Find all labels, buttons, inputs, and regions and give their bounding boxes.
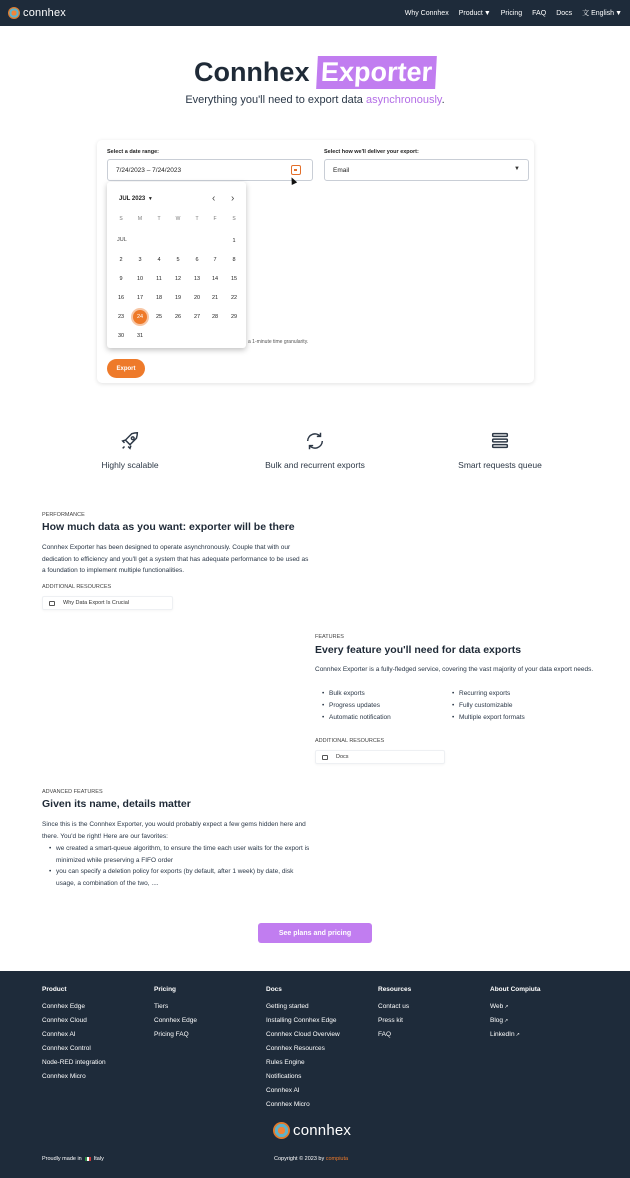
- footer-link[interactable]: Connhex Cloud: [42, 1017, 87, 1024]
- calendar-day[interactable]: 17: [136, 295, 144, 301]
- hero-title-highlight: Exporter: [316, 56, 437, 89]
- footer-link[interactable]: Getting started: [266, 1003, 309, 1010]
- weekday-label: T: [157, 216, 161, 222]
- logo-icon: [8, 7, 20, 19]
- list-item: • Fully customizable: [459, 702, 512, 709]
- footer-col-title: Pricing: [154, 986, 177, 993]
- language-selector[interactable]: [582, 8, 622, 18]
- footer-link[interactable]: FAQ: [378, 1031, 392, 1038]
- feature-bulk: [235, 430, 395, 470]
- calendar-day[interactable]: 31: [136, 333, 144, 339]
- nav-links: [405, 8, 622, 18]
- hero-subtitle: [0, 94, 630, 106]
- chevron-down-icon: ▼: [483, 9, 491, 17]
- footer-link[interactable]: Installing Connhex Edge: [266, 1017, 337, 1024]
- calendar-day[interactable]: 30: [117, 333, 125, 339]
- date-range-label: Select a date range:: [107, 149, 159, 155]
- queue-icon: [489, 430, 511, 452]
- calendar-day[interactable]: 12: [174, 276, 182, 282]
- performance-title: How much data as you want: exporter will be there: [42, 521, 295, 533]
- footer-link[interactable]: Connhex Edge: [154, 1017, 198, 1024]
- nav-docs[interactable]: Docs: [556, 9, 573, 17]
- weekday-label: M: [137, 216, 143, 222]
- italy-flag-icon: [85, 1157, 91, 1161]
- feature-label: Bulk and recurrent exports: [265, 460, 365, 470]
- footer-link[interactable]: Notifications: [266, 1073, 302, 1080]
- calendar-day[interactable]: 15: [230, 276, 238, 282]
- footer-col-title: Product: [42, 986, 67, 993]
- date-picker-popup: [107, 182, 246, 348]
- calendar-day[interactable]: 8: [232, 257, 236, 263]
- chevron-down-icon: ▼: [615, 10, 622, 17]
- chevron-left-icon[interactable]: ‹: [212, 193, 216, 204]
- calendar-day[interactable]: 20: [193, 295, 201, 301]
- hero-subtitle-main: Everything you'll need to export data: [185, 94, 366, 106]
- calendar-day[interactable]: 25: [155, 314, 163, 320]
- calendar-day[interactable]: 26: [174, 314, 182, 320]
- resource-link[interactable]: [42, 596, 173, 610]
- delivery-select[interactable]: [324, 159, 529, 181]
- external-link-icon: ↗: [504, 1004, 509, 1010]
- footer-link-linkedin[interactable]: [490, 1031, 541, 1045]
- footer-link[interactable]: Connhex Micro: [42, 1073, 86, 1080]
- footer-col-title: Docs: [266, 986, 282, 993]
- calendar-icon[interactable]: [291, 165, 301, 175]
- external-link-icon: ↗: [515, 1032, 520, 1038]
- calendar-day[interactable]: 14: [211, 276, 219, 282]
- granularity-note: a 1-minute time granularity.: [248, 339, 309, 345]
- advanced-list: [56, 843, 312, 889]
- nav-product[interactable]: [459, 10, 491, 17]
- footer-link[interactable]: Connhex AI: [266, 1087, 300, 1094]
- calendar-day[interactable]: 10: [136, 276, 144, 282]
- delivery-value: Email: [333, 166, 350, 174]
- nav-pricing[interactable]: Pricing: [500, 9, 523, 17]
- calendar-day[interactable]: 18: [155, 295, 163, 301]
- list-item: • we created a smart-queue algorithm, to ensure the time each user waits for the export is minimized while preserving a FIFO order: [56, 843, 312, 866]
- footer-link[interactable]: Contact us: [378, 1003, 410, 1010]
- footer-link[interactable]: Pricing FAQ: [154, 1031, 189, 1038]
- calendar-day[interactable]: 1: [232, 238, 236, 244]
- footer-link[interactable]: Tiers: [154, 1003, 169, 1010]
- country-label: Italy: [93, 1156, 104, 1162]
- calendar-day[interactable]: 22: [230, 295, 238, 301]
- date-range-value: 7/24/2023 – 7/24/2023: [116, 166, 182, 174]
- performance-text: Connhex Exporter has been designed to operate asynchronously. Couple that with our dedication to efficiency and you'll get a system that has adequate performance to be used as a foundation to implement multiple functionalities.: [42, 544, 309, 574]
- footer-link[interactable]: Connhex Cloud Overview: [266, 1031, 340, 1038]
- performance-resources-label: ADDITIONAL RESOURCES: [42, 584, 112, 590]
- resource-link-label: Why Data Export Is Crucial: [63, 600, 130, 606]
- calendar-day[interactable]: 16: [117, 295, 125, 301]
- list-item: • Progress updates: [329, 702, 380, 709]
- brand-logo[interactable]: [8, 7, 66, 19]
- external-link-icon: ↗: [504, 1018, 509, 1024]
- calendar-day[interactable]: 5: [176, 257, 180, 263]
- footer-link[interactable]: Connhex Control: [42, 1045, 91, 1052]
- weekday-label: T: [195, 216, 199, 222]
- calendar-day[interactable]: 11: [156, 276, 162, 282]
- footer-col-docs: [266, 986, 340, 1115]
- calendar-day[interactable]: 28: [211, 314, 219, 320]
- made-in-note: [42, 1156, 104, 1162]
- hero-subtitle-accent: asynchronously: [365, 94, 442, 106]
- footer-link[interactable]: Connhex AI: [42, 1031, 76, 1038]
- features-title: Every feature you'll need for data exports: [315, 644, 522, 656]
- footer-logo[interactable]: [273, 1122, 351, 1139]
- footer-link-blog[interactable]: [490, 1017, 541, 1031]
- feature-queue: [420, 430, 580, 470]
- month-year-selector[interactable]: [119, 196, 153, 202]
- weekday-label: W: [175, 216, 181, 222]
- footer-col-pricing: [154, 986, 197, 1045]
- copyright-label: Copyright © 2023 by: [274, 1156, 326, 1162]
- footer-brand-name: connhex: [293, 1122, 352, 1139]
- logo-icon: [273, 1122, 290, 1139]
- book-icon: [49, 601, 55, 606]
- calendar-day[interactable]: 27: [193, 314, 201, 320]
- performance-eyebrow: PERFORMANCE: [42, 512, 85, 518]
- selected-day[interactable]: 24: [133, 310, 147, 324]
- calendar-day[interactable]: 7: [213, 257, 217, 263]
- footer-col-about: [490, 986, 541, 1045]
- footer-link[interactable]: Rules Engine: [266, 1059, 305, 1066]
- footer-link[interactable]: Connhex Micro: [266, 1101, 310, 1108]
- hero-subtitle-end: .: [441, 94, 445, 106]
- feature-label: Smart requests queue: [458, 460, 542, 470]
- nav-product-label: Product: [458, 9, 483, 17]
- calendar-day[interactable]: 23: [117, 314, 125, 320]
- footer-link-label: LinkedIn: [490, 1031, 515, 1038]
- footer-col-title: Resources: [378, 986, 412, 993]
- delivery-label: Select how we'll deliver your export:: [324, 149, 419, 155]
- hero-title: [0, 56, 630, 89]
- calendar-day[interactable]: 21: [211, 295, 219, 301]
- footer-link-label: Blog: [490, 1017, 504, 1024]
- export-button[interactable]: Export: [107, 359, 145, 378]
- list-item: • Multiple export formats: [459, 714, 525, 721]
- footer-col-resources: [378, 986, 411, 1045]
- book-icon: [322, 755, 328, 760]
- list-item: • Automatic notification: [329, 714, 391, 721]
- calendar-day[interactable]: 29: [230, 314, 238, 320]
- calendar-day[interactable]: 19: [174, 295, 182, 301]
- footer-link[interactable]: Press kit: [378, 1017, 403, 1024]
- docs-link-label: Docs: [336, 754, 349, 760]
- calendar-day[interactable]: 4: [157, 257, 161, 263]
- hero-title-main: Connhex: [193, 57, 310, 87]
- nav-faq[interactable]: FAQ: [532, 9, 547, 17]
- calendar-day[interactable]: 6: [195, 257, 199, 263]
- footer-link-web[interactable]: [490, 1003, 541, 1017]
- rocket-icon: [119, 430, 141, 452]
- footer-link[interactable]: Node-RED integration: [42, 1059, 106, 1066]
- advanced-text: Since this is the Connhex Exporter, you would probably expect a few gems hidden here and there. You'd be right! Here are our favorites:: [42, 821, 306, 840]
- footer-col-product: [42, 986, 106, 1087]
- chevron-down-icon: ▼: [514, 166, 520, 172]
- list-item: • you can specify a deletion policy for exports (by default, after 1 week) by date, disk usage, a combination of the two, ....: [56, 866, 312, 889]
- footer-link[interactable]: Connhex Resources: [266, 1045, 325, 1052]
- footer-link-label: Web: [490, 1003, 504, 1010]
- month-year-label: JUL 2023: [119, 196, 146, 202]
- company-link[interactable]: compiuta: [325, 1156, 349, 1162]
- weekday-label: S: [119, 216, 123, 222]
- copyright: [274, 1156, 348, 1162]
- footer-col-title: About Compiuta: [490, 986, 541, 993]
- docs-link[interactable]: [315, 750, 445, 764]
- footer: [0, 971, 630, 1178]
- feature-scalable: [50, 430, 210, 470]
- weekday-label: S: [232, 216, 236, 222]
- month-short-label: JUL: [117, 237, 127, 243]
- advanced-title: Given its name, details matter: [42, 798, 191, 810]
- made-in-label: Proudly made in: [42, 1156, 82, 1162]
- weekday-label: F: [213, 216, 217, 222]
- see-plans-button[interactable]: See plans and pricing: [258, 923, 372, 943]
- date-range-input[interactable]: [107, 159, 313, 181]
- feature-label: Highly scalable: [101, 460, 159, 470]
- list-item: • Bulk exports: [329, 690, 365, 697]
- footer-link[interactable]: Connhex Edge: [42, 1003, 86, 1010]
- advanced-eyebrow: ADVANCED FEATURES: [42, 789, 103, 795]
- nav-why-connhex[interactable]: Why Connhex: [404, 9, 449, 17]
- list-item: • Recurring exports: [459, 690, 510, 697]
- calendar-day[interactable]: 3: [138, 257, 142, 263]
- calendar-day[interactable]: 9: [119, 276, 123, 282]
- features-text: Connhex Exporter is a fully-fledged service, covering the vast majority of your data export needs.: [315, 666, 594, 673]
- language-label: English: [591, 10, 615, 17]
- top-nav: [0, 0, 630, 26]
- features-resources-label: ADDITIONAL RESOURCES: [315, 738, 385, 744]
- chevron-down-icon: ▼: [147, 196, 153, 202]
- calendar-day[interactable]: 2: [119, 257, 123, 263]
- refresh-icon: [304, 430, 326, 452]
- chevron-right-icon[interactable]: ›: [231, 193, 235, 204]
- brand-name: connhex: [23, 7, 66, 19]
- translate-icon: 文: [582, 10, 590, 17]
- features-eyebrow: FEATURES: [315, 634, 344, 640]
- calendar-day[interactable]: 13: [193, 276, 201, 282]
